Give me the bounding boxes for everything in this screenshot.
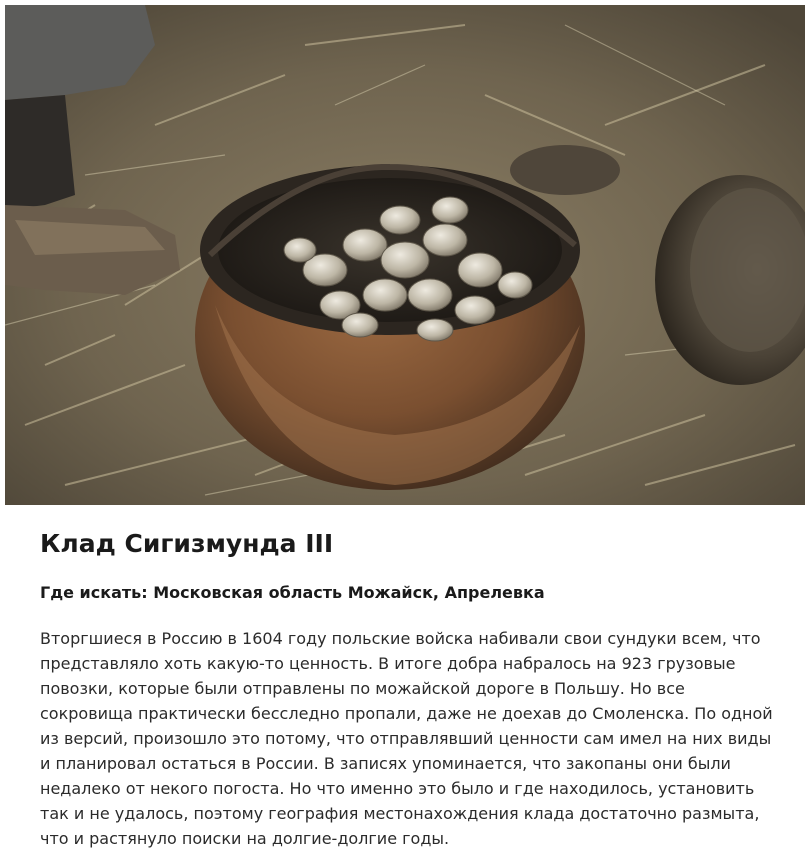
treasure-pot-photo-icon — [5, 5, 805, 505]
location-line: Где искать: Московская область Можайск, Апрелевка — [40, 583, 545, 602]
article — [40, 505, 780, 851]
treasure-photo — [5, 5, 805, 505]
article-title: Клад Сигизмунда III — [40, 529, 334, 558]
article-body: Вторгшиеся в Россию в 1604 году польские войска набивали свои сундуки всем, что представляло хоть какую-то ценность. В итоге добра набралось на 923 грузовые повозки, которые были отправлены по можайской дороге в Польшу. Но все сокровища практически бесследно пропали, даже не доехав до Смоленска. По одной из версий, произошло это потому, что отправлявший ценности сам имел на них виды и планировал остаться в России. В записях упоминается, что закопаны они были недалеко от некого погоста. Но что именно это было и где находилось, установить так и не удалось, поэтому география местонахождения клада достаточно размыта, что и растянуло поиски на долгие-долгие годы. — [40, 629, 773, 848]
